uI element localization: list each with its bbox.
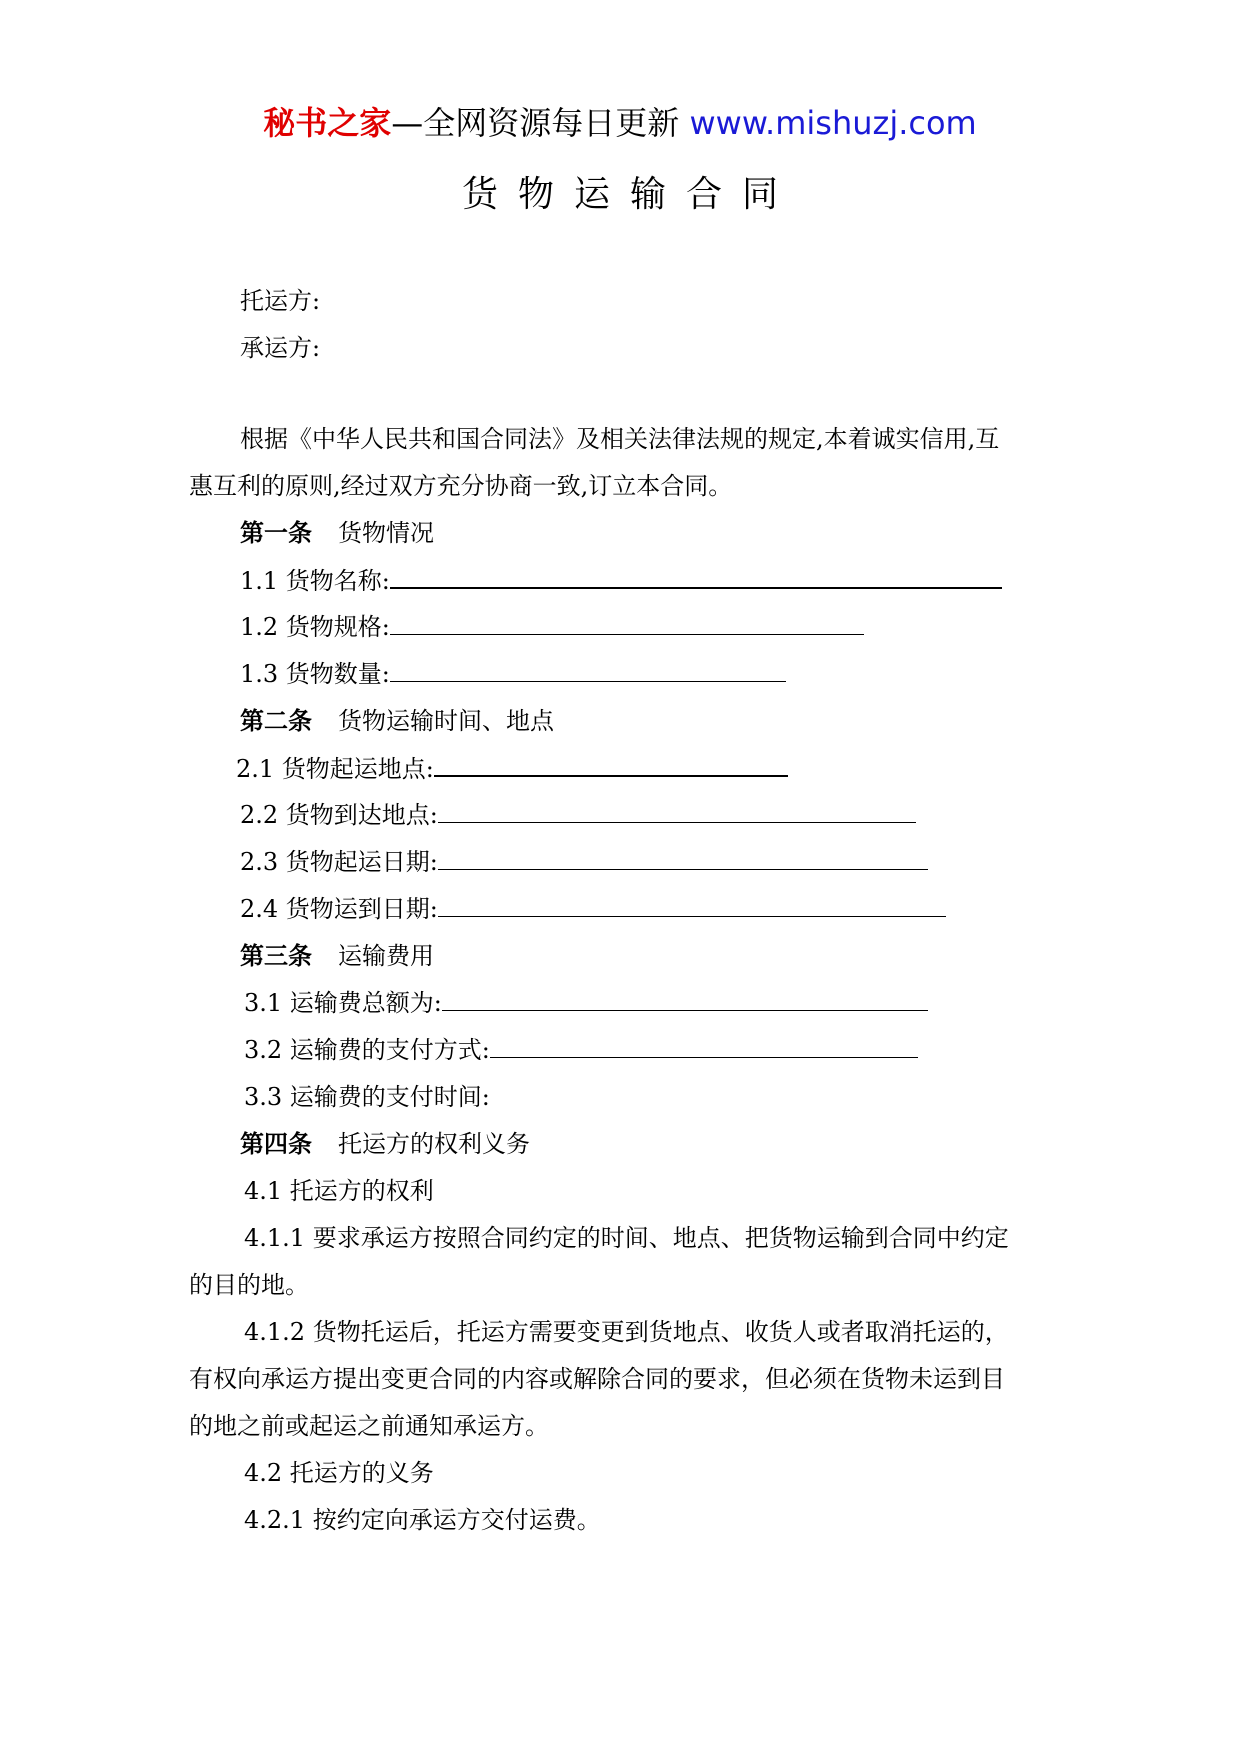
- carrier-label: 承运方:: [240, 334, 321, 362]
- fill-blank[interactable]: [434, 753, 788, 777]
- clause-4-1-1-line-1: 4.1.1 要求承运方按照合同约定的时间、地点、把货物运输到合同中约定: [244, 1224, 1009, 1252]
- clause-4-1-2-line-2: 有权向承运方提出变更合同的内容或解除合同的要求，但必须在货物未运到目: [189, 1365, 1005, 1393]
- item-2-1: [236, 753, 788, 784]
- article-title: 货物运输时间、地点: [338, 707, 554, 735]
- article-1-heading: [240, 518, 434, 548]
- article-3-heading: [240, 941, 434, 971]
- item-label: 1.2 货物规格:: [240, 613, 390, 641]
- item-label: 2.3 货物起运日期:: [240, 848, 438, 876]
- item-2-2: [240, 800, 916, 830]
- article-title: 运输费用: [338, 942, 434, 970]
- fill-blank[interactable]: [438, 894, 946, 917]
- fill-blank[interactable]: [442, 988, 928, 1011]
- section-4-1: 4.1 托运方的权利: [244, 1177, 434, 1205]
- item-1-1: [240, 565, 1002, 596]
- fill-blank[interactable]: [390, 565, 1002, 589]
- preamble-line-2: 惠互利的原则,经过双方充分协商一致,订立本合同。: [189, 472, 733, 500]
- clause-4-1-2-line-1: 4.1.2 货物托运后，托运方需要变更到货地点、收货人或者取消托运的，: [244, 1318, 1009, 1346]
- item-3-3: 3.3 运输费的支付时间:: [244, 1083, 490, 1111]
- fill-blank[interactable]: [438, 800, 916, 823]
- item-label: 2.2 货物到达地点:: [240, 801, 438, 829]
- clause-4-1-1-line-2: 的目的地。: [189, 1271, 309, 1299]
- article-number: 第三条: [240, 941, 312, 970]
- article-number: 第二条: [240, 706, 312, 735]
- article-title: 货物情况: [338, 519, 434, 547]
- article-title: 托运方的权利义务: [338, 1130, 530, 1158]
- article-2-heading: [240, 706, 554, 736]
- item-label: 2.4 货物运到日期:: [240, 895, 438, 923]
- fill-blank[interactable]: [438, 847, 928, 870]
- article-number: 第一条: [240, 518, 312, 547]
- fill-blank[interactable]: [390, 659, 786, 682]
- item-label: 2.1 货物起运地点:: [236, 755, 434, 783]
- item-label: 1.1 货物名称:: [240, 567, 390, 595]
- site-url-link[interactable]: www.mishuzj.com: [689, 104, 977, 142]
- item-label: 3.1 运输费总额为:: [244, 989, 442, 1017]
- header-tagline: —全网资源每日更新: [391, 104, 690, 142]
- item-1-3: [240, 659, 786, 689]
- item-label: 1.3 货物数量:: [240, 660, 390, 688]
- item-label: 3.2 运输费的支付方式:: [244, 1036, 490, 1064]
- section-4-2: 4.2 托运方的义务: [244, 1459, 434, 1487]
- fill-blank[interactable]: [490, 1035, 918, 1058]
- article-number: 第四条: [240, 1129, 312, 1158]
- preamble-line-1: 根据《中华人民共和国合同法》及相关法律法规的规定,本着诚实信用,互: [240, 425, 1000, 453]
- fill-blank[interactable]: [390, 612, 864, 635]
- item-2-4: [240, 894, 946, 924]
- site-header: [0, 98, 1240, 144]
- item-3-2: [244, 1035, 918, 1065]
- document-title: 货物运输合同: [461, 174, 798, 215]
- brand-name: 秘书之家: [263, 104, 392, 142]
- clause-4-1-2-line-3: 的地之前或起运之前通知承运方。: [189, 1412, 549, 1440]
- item-2-3: [240, 847, 928, 877]
- shipper-label: 托运方:: [240, 287, 321, 315]
- clause-4-2-1: 4.2.1 按约定向承运方交付运费。: [244, 1506, 601, 1534]
- item-1-2: [240, 612, 864, 642]
- item-3-1: [244, 988, 928, 1018]
- article-4-heading: [240, 1129, 530, 1159]
